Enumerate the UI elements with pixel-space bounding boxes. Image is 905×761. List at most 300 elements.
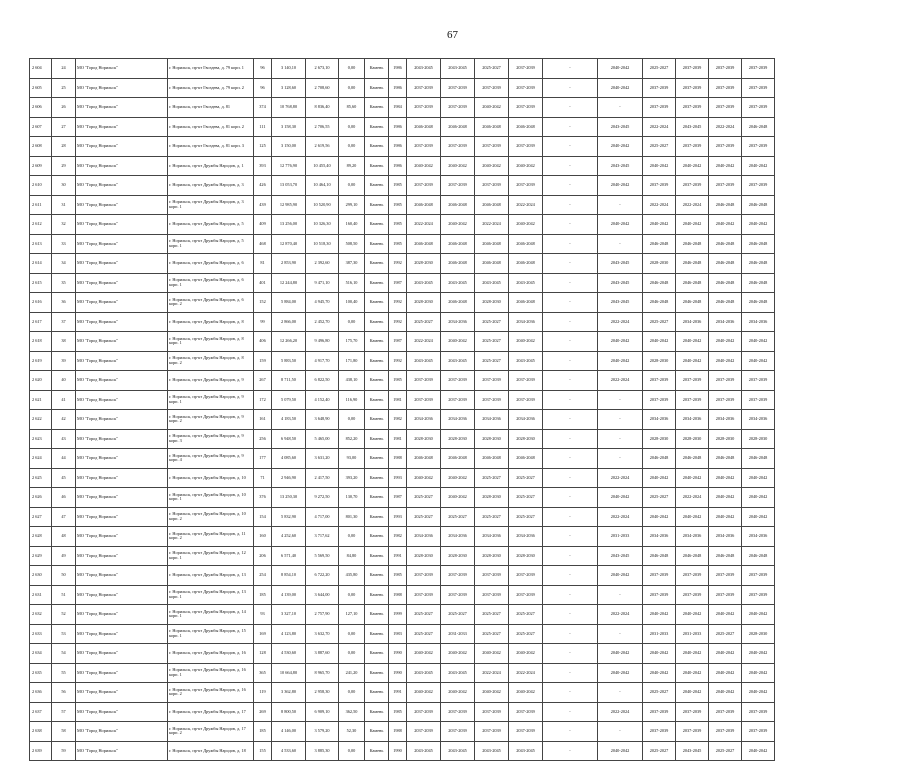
cell-wall-material: Камень [365, 624, 389, 644]
table-row [30, 702, 775, 722]
cell-residents: 426 [254, 176, 272, 196]
cell-foundation-term: 2028-2030 [709, 429, 742, 449]
cell-sewer-term: 2022-2024 [643, 195, 676, 215]
cell-facade-term: 2043-2045 [441, 351, 475, 371]
cell-address: г. Норильск, пр-кт Дружбы Народов, д. 10 корп. 1 [168, 488, 254, 508]
cell-living-area: 4 717,00 [306, 507, 339, 527]
cell-nonres-area: 0,00 [339, 312, 365, 332]
cell-item-no: 55 [52, 663, 76, 683]
cell-wall-material: Камень [365, 683, 389, 703]
table-row [30, 332, 775, 352]
cell-electric-term: 2040-2042 [676, 156, 709, 176]
cell-gas-term: - [598, 683, 643, 703]
cell-heat-term: 2025-2027 [475, 312, 509, 332]
cell-wall-material: Камень [365, 722, 389, 742]
cell-build-year: 1985 [389, 176, 407, 196]
cell-basement-term: 2037-2039 [742, 371, 775, 391]
cell-nonres-area: 0,00 [339, 78, 365, 98]
cell-gas-term: - [598, 195, 643, 215]
cell-residents: 254 [254, 566, 272, 586]
cell-build-year: 1991 [389, 683, 407, 703]
cell-living-area: 5 465,00 [306, 429, 339, 449]
cell-build-year: 1985 [389, 215, 407, 235]
cell-residents: 159 [254, 351, 272, 371]
cell-basement-term: 2046-2048 [742, 195, 775, 215]
cell-item-no: 49 [52, 546, 76, 566]
cell-basement-term: 2037-2039 [742, 59, 775, 79]
cell-address: г. Норильск, пр-кт Дружбы Народов, д. 6 [168, 254, 254, 274]
cell-address: г. Норильск, пр-кт Дружбы Народов, д. 1 [168, 156, 254, 176]
cell-sewer-term: 2025-2027 [643, 137, 676, 157]
cell-facade-term: 2046-2048 [441, 254, 475, 274]
cell-basement-term: 2040-2042 [742, 332, 775, 352]
cell-residents: 169 [254, 624, 272, 644]
cell-water-term: 2043-2045 [509, 273, 543, 293]
cell-nonres-area: 508,50 [339, 234, 365, 254]
cell-item-no: 29 [52, 156, 76, 176]
cell-living-area: 5 569,50 [306, 546, 339, 566]
cell-foundation-term: 2040-2042 [709, 332, 742, 352]
cell-gas-term: 2043-2045 [598, 546, 643, 566]
cell-facade-term: 2040-2042 [441, 468, 475, 488]
cell-address: г. Норильск, пр-кт Дружбы Народов, д. 8 [168, 312, 254, 332]
cell-residents: 152 [254, 293, 272, 313]
cell-wall-material: Камень [365, 468, 389, 488]
cell-item-no: 56 [52, 683, 76, 703]
cell-electric-term: 2037-2039 [676, 78, 709, 98]
cell-municipality: МО "Город Норильск" [76, 566, 168, 586]
table-row [30, 390, 775, 410]
cell-roof-term: 2043-2045 [407, 741, 441, 761]
cell-elevator-term: - [543, 683, 598, 703]
cell-record-no: 2 604 [30, 59, 52, 79]
cell-gas-term: - [598, 722, 643, 742]
cell-living-area: 3 885,30 [306, 741, 339, 761]
cell-living-area: 4 945,70 [306, 293, 339, 313]
cell-total-area: 12 266,20 [272, 332, 306, 352]
cell-record-no: 2 636 [30, 683, 52, 703]
cell-item-no: 44 [52, 449, 76, 469]
cell-total-area: 8 800,50 [272, 702, 306, 722]
cell-foundation-term: 2040-2042 [709, 156, 742, 176]
cell-heat-term: 2034-2036 [475, 527, 509, 547]
cell-water-term: 2043-2045 [509, 351, 543, 371]
cell-nonres-area: 175,70 [339, 332, 365, 352]
cell-elevator-term: - [543, 624, 598, 644]
cell-item-no: 26 [52, 98, 76, 118]
cell-facade-term: 2025-2027 [441, 605, 475, 625]
cell-sewer-term: 2037-2039 [643, 390, 676, 410]
cell-nonres-area: 0,00 [339, 585, 365, 605]
cell-item-no: 28 [52, 137, 76, 157]
cell-heat-term: 2037-2039 [475, 566, 509, 586]
cell-facade-term: 2037-2039 [441, 371, 475, 391]
cell-electric-term: 2037-2039 [676, 371, 709, 391]
cell-sewer-term: 2037-2039 [643, 78, 676, 98]
cell-wall-material: Камень [365, 156, 389, 176]
cell-wall-material: Камень [365, 371, 389, 391]
cell-sewer-term: 2040-2042 [643, 644, 676, 664]
cell-record-no: 2 632 [30, 605, 52, 625]
cell-gas-term: - [598, 585, 643, 605]
table-row [30, 644, 775, 664]
cell-record-no: 2 612 [30, 215, 52, 235]
cell-water-term: 2040-2042 [509, 215, 543, 235]
cell-record-no: 2 621 [30, 390, 52, 410]
cell-nonres-area: 435,80 [339, 566, 365, 586]
cell-basement-term: 2046-2048 [742, 449, 775, 469]
cell-water-term: 2046-2048 [509, 117, 543, 137]
table-row [30, 293, 775, 313]
cell-total-area: 8 711,50 [272, 371, 306, 391]
cell-residents: 185 [254, 585, 272, 605]
cell-electric-term: 2040-2042 [676, 507, 709, 527]
cell-roof-term: 2028-2030 [407, 429, 441, 449]
cell-foundation-term: 2040-2042 [709, 605, 742, 625]
cell-heat-term: 2025-2027 [475, 605, 509, 625]
cell-facade-term: 2040-2042 [441, 488, 475, 508]
cell-municipality: МО "Город Норильск" [76, 624, 168, 644]
cell-living-area: 10 518,30 [306, 234, 339, 254]
cell-sewer-term: 2022-2024 [643, 117, 676, 137]
cell-municipality: МО "Город Норильск" [76, 156, 168, 176]
cell-electric-term: 2046-2048 [676, 449, 709, 469]
cell-item-no: 25 [52, 78, 76, 98]
cell-foundation-term: 2040-2042 [709, 507, 742, 527]
cell-nonres-area: 362,50 [339, 702, 365, 722]
cell-wall-material: Камень [365, 390, 389, 410]
cell-foundation-term: 2046-2048 [709, 449, 742, 469]
cell-basement-term: 2040-2042 [742, 507, 775, 527]
cell-item-no: 32 [52, 215, 76, 235]
cell-total-area: 6 948,50 [272, 429, 306, 449]
cell-electric-term: 2040-2042 [676, 468, 709, 488]
cell-sewer-term: 2040-2042 [643, 332, 676, 352]
cell-residents: 374 [254, 98, 272, 118]
cell-build-year: 1985 [389, 195, 407, 215]
cell-total-area: 4 146,00 [272, 722, 306, 742]
cell-address: г. Норильск, пр-кт Дружбы Народов, д. 3 [168, 176, 254, 196]
cell-residents: 406 [254, 332, 272, 352]
cell-item-no: 33 [52, 234, 76, 254]
cell-total-area: 5 832,90 [272, 507, 306, 527]
cell-record-no: 2 610 [30, 176, 52, 196]
cell-roof-term: 2046-2048 [407, 234, 441, 254]
cell-residents: 376 [254, 488, 272, 508]
cell-sewer-term: 2046-2048 [643, 293, 676, 313]
cell-facade-term: 2025-2027 [441, 507, 475, 527]
cell-electric-term: 2046-2048 [676, 254, 709, 274]
cell-water-term: 2040-2042 [509, 156, 543, 176]
cell-item-no: 52 [52, 605, 76, 625]
cell-basement-term: 2046-2048 [742, 273, 775, 293]
cell-item-no: 51 [52, 585, 76, 605]
cell-foundation-term: 2046-2048 [709, 273, 742, 293]
cell-elevator-term: - [543, 156, 598, 176]
cell-foundation-term: 2046-2048 [709, 293, 742, 313]
cell-residents: 81 [254, 254, 272, 274]
cell-water-term: 2034-2036 [509, 527, 543, 547]
cell-build-year: 1985 [389, 234, 407, 254]
housing-registry-table [29, 58, 775, 761]
cell-municipality: МО "Город Норильск" [76, 741, 168, 761]
cell-basement-term: 2046-2048 [742, 234, 775, 254]
cell-facade-term: 2046-2048 [441, 449, 475, 469]
cell-gas-term: 2043-2045 [598, 117, 643, 137]
cell-total-area: 10 664,80 [272, 663, 306, 683]
cell-water-term: 2037-2039 [509, 722, 543, 742]
cell-total-area: 10 768,80 [272, 98, 306, 118]
cell-municipality: МО "Город Норильск" [76, 429, 168, 449]
cell-item-no: 35 [52, 273, 76, 293]
cell-heat-term: 2043-2045 [475, 273, 509, 293]
cell-water-term: 2046-2048 [509, 293, 543, 313]
cell-residents: 125 [254, 137, 272, 157]
cell-basement-term: 2040-2042 [742, 215, 775, 235]
cell-total-area: 5 883,50 [272, 351, 306, 371]
cell-nonres-area: 438,10 [339, 371, 365, 391]
cell-gas-term: 2040-2042 [598, 488, 643, 508]
cell-basement-term: 2034-2036 [742, 527, 775, 547]
cell-basement-term: 2040-2042 [742, 488, 775, 508]
cell-facade-term: 2043-2045 [441, 273, 475, 293]
cell-gas-term: 2043-2045 [598, 273, 643, 293]
cell-record-no: 2 630 [30, 566, 52, 586]
cell-living-area: 2 706,55 [306, 117, 339, 137]
cell-water-term: 2037-2039 [509, 98, 543, 118]
cell-water-term: 2040-2042 [509, 683, 543, 703]
cell-nonres-area: 171,80 [339, 351, 365, 371]
cell-address: г. Норильск, пр-кт Дружбы Народов, д. 10 корп. 2 [168, 507, 254, 527]
cell-municipality: МО "Город Норильск" [76, 273, 168, 293]
cell-heat-term: 2028-2030 [475, 488, 509, 508]
cell-foundation-term: 2037-2039 [709, 371, 742, 391]
cell-record-no: 2 638 [30, 722, 52, 742]
cell-facade-term: 2046-2048 [441, 195, 475, 215]
cell-basement-term: 2040-2042 [742, 468, 775, 488]
cell-build-year: 1981 [389, 429, 407, 449]
cell-heat-term: 2040-2042 [475, 683, 509, 703]
cell-living-area: 3 648,90 [306, 410, 339, 430]
cell-build-year: 1983 [389, 624, 407, 644]
table-row [30, 371, 775, 391]
cell-build-year: 1990 [389, 741, 407, 761]
cell-elevator-term: - [543, 78, 598, 98]
cell-nonres-area: 387,30 [339, 254, 365, 274]
cell-build-year: 1992 [389, 312, 407, 332]
cell-heat-term: 2043-2045 [475, 741, 509, 761]
cell-basement-term: 2037-2039 [742, 390, 775, 410]
cell-gas-term: - [598, 98, 643, 118]
cell-record-no: 2 639 [30, 741, 52, 761]
cell-residents: 185 [254, 722, 272, 742]
cell-living-area: 4 917,70 [306, 351, 339, 371]
cell-gas-term: 2031-2033 [598, 527, 643, 547]
cell-nonres-area: 100,40 [339, 293, 365, 313]
cell-roof-term: 2043-2045 [407, 273, 441, 293]
cell-elevator-term: - [543, 176, 598, 196]
cell-item-no: 46 [52, 488, 76, 508]
cell-address: г. Норильск, пр-кт Дружбы Народов, д. 14 корп. 1 [168, 605, 254, 625]
cell-facade-term: 2040-2042 [441, 644, 475, 664]
cell-gas-term: 2040-2042 [598, 741, 643, 761]
cell-total-area: 13 053,70 [272, 176, 306, 196]
cell-total-area: 4 533,60 [272, 741, 306, 761]
cell-item-no: 43 [52, 429, 76, 449]
cell-elevator-term: - [543, 273, 598, 293]
cell-wall-material: Камень [365, 273, 389, 293]
cell-total-area: 6 571,40 [272, 546, 306, 566]
cell-wall-material: Камень [365, 78, 389, 98]
cell-basement-term: 2037-2039 [742, 98, 775, 118]
cell-electric-term: 2040-2042 [676, 332, 709, 352]
cell-elevator-term: - [543, 585, 598, 605]
cell-residents: 160 [254, 527, 272, 547]
cell-water-term: 2046-2048 [509, 449, 543, 469]
cell-heat-term: 2046-2048 [475, 195, 509, 215]
cell-facade-term: 2028-2030 [441, 546, 475, 566]
cell-sewer-term: 2040-2042 [643, 507, 676, 527]
cell-record-no: 2 615 [30, 273, 52, 293]
cell-total-area: 12 244,80 [272, 273, 306, 293]
table-row [30, 663, 775, 683]
cell-wall-material: Камень [365, 410, 389, 430]
cell-nonres-area: 127,10 [339, 605, 365, 625]
cell-build-year: 1991 [389, 546, 407, 566]
cell-gas-term: 2022-2024 [598, 605, 643, 625]
cell-address: г. Норильск, пр-кт Дружбы Народов, д. 13 корп. 1 [168, 585, 254, 605]
cell-address: г. Норильск, пр-кт Дружбы Народов, д. 16 корп. 1 [168, 663, 254, 683]
cell-elevator-term: - [543, 663, 598, 683]
cell-total-area: 3 150,00 [272, 137, 306, 157]
cell-address: г. Норильск, пр-кт Дружбы Народов, д. 9 корп. 4 [168, 449, 254, 469]
cell-elevator-term: - [543, 117, 598, 137]
cell-build-year: 1993 [389, 468, 407, 488]
cell-address: г. Норильск, пр-кт Дружбы Народов, д. 8 корп. 2 [168, 351, 254, 371]
cell-sewer-term: 2046-2048 [643, 546, 676, 566]
cell-heat-term: 2028-2030 [475, 546, 509, 566]
cell-item-no: 31 [52, 195, 76, 215]
cell-address: г. Норильск, пр-кт Дружбы Народов, д. 17 [168, 702, 254, 722]
cell-residents: 401 [254, 273, 272, 293]
cell-electric-term: 2040-2042 [676, 351, 709, 371]
cell-sewer-term: 2037-2039 [643, 98, 676, 118]
cell-address: г. Норильск, пр-кт Дружбы Народов, д. 18 [168, 741, 254, 761]
cell-foundation-term: 2040-2042 [709, 215, 742, 235]
cell-record-no: 2 607 [30, 117, 52, 137]
cell-residents: 119 [254, 683, 272, 703]
cell-residents: 96 [254, 59, 272, 79]
cell-wall-material: Камень [365, 605, 389, 625]
cell-wall-material: Камень [365, 254, 389, 274]
cell-electric-term: 2037-2039 [676, 59, 709, 79]
cell-electric-term: 2034-2036 [676, 312, 709, 332]
cell-elevator-term: - [543, 741, 598, 761]
cell-nonres-area: 241,20 [339, 663, 365, 683]
cell-living-area: 3 644,00 [306, 585, 339, 605]
cell-build-year: 1986 [389, 117, 407, 137]
cell-build-year: 1985 [389, 371, 407, 391]
cell-record-no: 2 624 [30, 449, 52, 469]
cell-record-no: 2 618 [30, 332, 52, 352]
cell-elevator-term: - [543, 507, 598, 527]
cell-sewer-term: 2034-2036 [643, 527, 676, 547]
cell-address: г. Норильск, пр-кт Дружбы Народов, д. 16 [168, 644, 254, 664]
cell-facade-term: 2037-2039 [441, 176, 475, 196]
cell-heat-term: 2025-2027 [475, 507, 509, 527]
cell-basement-term: 2028-2030 [742, 624, 775, 644]
cell-record-no: 2 614 [30, 254, 52, 274]
cell-electric-term: 2022-2024 [676, 195, 709, 215]
cell-water-term: 2025-2027 [509, 507, 543, 527]
cell-sewer-term: 2028-2030 [643, 429, 676, 449]
cell-heat-term: 2037-2039 [475, 702, 509, 722]
cell-heat-term: 2034-2036 [475, 410, 509, 430]
cell-living-area: 2 958,30 [306, 683, 339, 703]
table-row [30, 234, 775, 254]
cell-living-area: 9 496,80 [306, 332, 339, 352]
cell-gas-term: - [598, 429, 643, 449]
cell-heat-term: 2037-2039 [475, 371, 509, 391]
cell-residents: 111 [254, 117, 272, 137]
cell-residents: 99 [254, 312, 272, 332]
cell-water-term: 2025-2027 [509, 488, 543, 508]
cell-build-year: 1986 [389, 78, 407, 98]
table-row [30, 605, 775, 625]
cell-wall-material: Камень [365, 195, 389, 215]
cell-total-area: 13 250,30 [272, 488, 306, 508]
cell-wall-material: Камень [365, 702, 389, 722]
cell-facade-term: 2037-2039 [441, 78, 475, 98]
cell-elevator-term: - [543, 527, 598, 547]
cell-address: г. Норильск, пр-кт Дружбы Народов, д. 11 корп. 2 [168, 527, 254, 547]
cell-gas-term: - [598, 449, 643, 469]
cell-build-year: 1986 [389, 137, 407, 157]
cell-municipality: МО "Город Норильск" [76, 371, 168, 391]
cell-build-year: 1987 [389, 332, 407, 352]
cell-gas-term: 2040-2042 [598, 351, 643, 371]
cell-living-area: 2 757,90 [306, 605, 339, 625]
table-row [30, 624, 775, 644]
cell-elevator-term: - [543, 410, 598, 430]
cell-total-area: 3 128,60 [272, 78, 306, 98]
cell-basement-term: 2040-2042 [742, 683, 775, 703]
cell-nonres-area: 160,40 [339, 215, 365, 235]
cell-water-term: 2022-2024 [509, 663, 543, 683]
cell-wall-material: Камень [365, 293, 389, 313]
table-row [30, 195, 775, 215]
cell-total-area: 4 252,60 [272, 527, 306, 547]
cell-municipality: МО "Город Норильск" [76, 546, 168, 566]
cell-wall-material: Камень [365, 215, 389, 235]
cell-municipality: МО "Город Норильск" [76, 663, 168, 683]
cell-facade-term: 2037-2039 [441, 137, 475, 157]
cell-electric-term: 2037-2039 [676, 702, 709, 722]
cell-roof-term: 2028-2030 [407, 293, 441, 313]
cell-water-term: 2037-2039 [509, 585, 543, 605]
cell-electric-term: 2040-2042 [676, 605, 709, 625]
cell-total-area: 12 985,90 [272, 195, 306, 215]
cell-electric-term: 2040-2042 [676, 644, 709, 664]
cell-item-no: 37 [52, 312, 76, 332]
table-row [30, 527, 775, 547]
cell-heat-term: 2022-2024 [475, 663, 509, 683]
cell-nonres-area: 116,90 [339, 390, 365, 410]
cell-total-area: 8 854,10 [272, 566, 306, 586]
cell-nonres-area: 0,00 [339, 741, 365, 761]
cell-living-area: 2 452,70 [306, 312, 339, 332]
cell-nonres-area: 0,00 [339, 176, 365, 196]
